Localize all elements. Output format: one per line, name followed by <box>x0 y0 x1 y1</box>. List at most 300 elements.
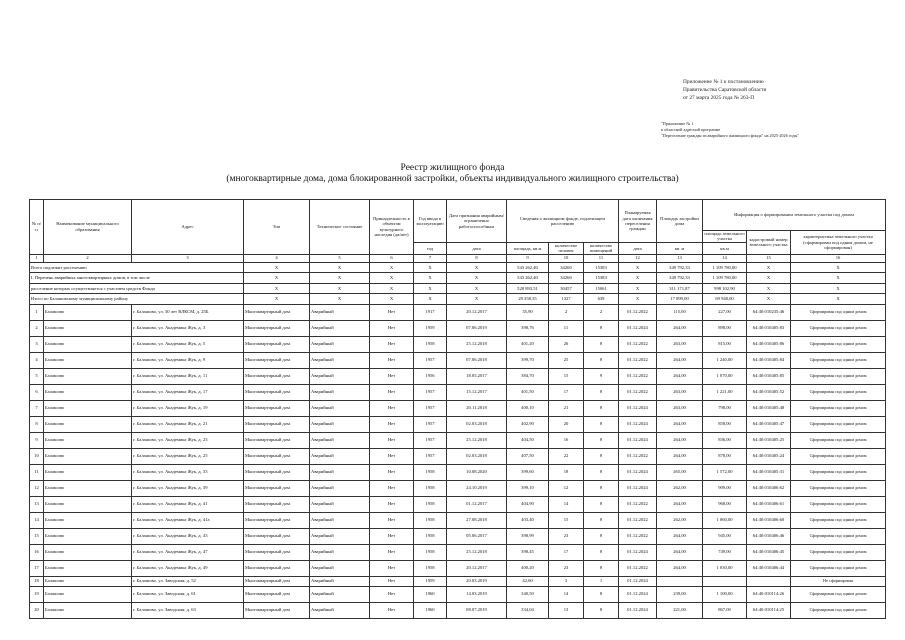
cell-cond: Аварийный <box>310 320 370 336</box>
cell-cad: 64:40:010406:44 <box>747 560 791 576</box>
cell-type: Многоквартирный дом <box>244 544 310 560</box>
summary-cell: 17 899,00 <box>657 294 703 305</box>
cell-char: Не сформирован <box>791 576 886 586</box>
cell-ppl: 14 <box>549 586 584 602</box>
cell-land: 898,00 <box>703 320 747 336</box>
table-body <box>30 262 886 618</box>
col-header-type: Тип <box>244 200 310 255</box>
summary-row <box>30 262 886 273</box>
summary-cell: 30457 <box>549 283 584 294</box>
cell-land: 1 030,00 <box>703 560 747 576</box>
cell-area: 401,20 <box>507 336 549 352</box>
appendix-line: от 27 марта 2025 года № 263-П <box>683 95 755 101</box>
col-header-address: Адрес <box>132 200 244 255</box>
table-row <box>30 576 886 586</box>
summary-cell: 1327 <box>549 294 584 305</box>
summary-cell: X <box>747 262 791 273</box>
cell-cond: Аварийный <box>310 432 370 448</box>
cell-plan: 01.12.2022 <box>619 384 657 400</box>
cell-addr: г. Балашово, ул. Заводская, д. 61 <box>132 586 244 602</box>
cell-mun: Балашово <box>44 586 132 602</box>
col-sub-date2: дата <box>619 242 657 254</box>
summary-cell: X <box>747 294 791 305</box>
col-header-condition: Техническое состояние <box>310 200 370 255</box>
cell-plan: 01.12.2022 <box>619 560 657 576</box>
cell-her: Нет <box>370 496 414 512</box>
cell-prem: 8 <box>584 560 619 576</box>
col-number: 10 <box>549 254 584 262</box>
cell-type: Многоквартирный дом <box>244 602 310 618</box>
col-number: 12 <box>619 254 657 262</box>
cell-sqm: 262,00 <box>657 480 703 496</box>
col-sub-land-area: площадь земельного участка <box>704 231 745 242</box>
cell-prem: 8 <box>584 496 619 512</box>
summary-cell: X <box>791 283 886 294</box>
cell-ppl: 17 <box>549 544 584 560</box>
cell-plan: 01.12.2024 <box>619 544 657 560</box>
cell-cond: Аварийный <box>310 384 370 400</box>
cell-plan: 01.12.2022 <box>619 352 657 368</box>
cell-her: Нет <box>370 368 414 384</box>
cell-sqm: 239,00 <box>657 586 703 602</box>
cell-addr: г. Балашово, ул. Академика Жук, д. 39 <box>132 480 244 496</box>
cell-year: 1958 <box>414 496 447 512</box>
cell-year: 1960 <box>414 602 447 618</box>
col-header-municipality: Наименование муниципального образования <box>44 200 132 255</box>
cell-cad: 64:40:010405:84 <box>747 352 791 368</box>
cell-mun: Балашово <box>44 602 132 618</box>
cell-area: 340,50 <box>507 586 549 602</box>
cell-date: 25.12.2018 <box>447 432 507 448</box>
cell-land: 1 060,00 <box>703 512 747 528</box>
summary-cell: X <box>619 283 657 294</box>
cell-n: 17 <box>30 560 44 576</box>
cell-her: Нет <box>370 384 414 400</box>
cell-mun: Балашово <box>44 320 132 336</box>
cell-cond: Аварийный <box>310 496 370 512</box>
cell-sqm: 263,00 <box>657 400 703 416</box>
table-row <box>30 448 886 464</box>
col-number: 8 <box>447 254 507 262</box>
cell-prem: 8 <box>584 448 619 464</box>
table-row <box>30 432 886 448</box>
cell-mun: Балашово <box>44 304 132 320</box>
summary-cell: 998 102,90 <box>703 283 747 294</box>
cell-cad: 64:40:010405:52 <box>747 384 791 400</box>
cell-year: 1958 <box>414 512 447 528</box>
cell-n: 15 <box>30 528 44 544</box>
cell-prem: 8 <box>584 602 619 618</box>
cell-cad: 64:40:010405:31 <box>747 464 791 480</box>
cell-sqm: 264,00 <box>657 560 703 576</box>
cell-sqm: 264,00 <box>657 496 703 512</box>
appendix-line: Правительства Саратовской области <box>683 87 767 93</box>
cell-cad: 64:40:010406:45 <box>747 544 791 560</box>
cell-sqm <box>657 576 703 586</box>
cell-char: Сформирован под одним домом <box>791 480 886 496</box>
cell-sqm: 115,00 <box>657 304 703 320</box>
cell-date: 07.06.2018 <box>447 352 507 368</box>
cell-plan: 01.12.2024 <box>619 320 657 336</box>
summary-label: расселение которых осуществляется с участием средств Фонда <box>30 283 244 294</box>
cell-prem: 8 <box>584 480 619 496</box>
summary-row <box>30 283 886 294</box>
cell-n: 12 <box>30 480 44 496</box>
cell-her: Нет <box>370 528 414 544</box>
summary-cell: 528 893,51 <box>507 283 549 294</box>
cell-type: Многоквартирный дом <box>244 336 310 352</box>
summary-cell: X <box>747 283 791 294</box>
appendix-sub-line: к областной адресной программе <box>661 127 721 132</box>
cell-land: 1 240,00 <box>703 352 747 368</box>
cell-year: 1959 <box>414 320 447 336</box>
document-title <box>0 163 905 185</box>
cell-addr: г. Балашово, ул. Академика Жук, д. 23 <box>132 432 244 448</box>
cell-char: Сформирован под одним домом <box>791 416 886 432</box>
table-row <box>30 384 886 400</box>
col-number: 7 <box>414 254 447 262</box>
cell-her: Нет <box>370 352 414 368</box>
summary-cell: X <box>414 273 447 284</box>
cell-prem: 8 <box>584 384 619 400</box>
cell-addr: г. Балашово, ул. Академика Жук, д. 49 <box>132 560 244 576</box>
cell-area: 398,76 <box>507 320 549 336</box>
cell-n: 11 <box>30 464 44 480</box>
cell-type: Многоквартирный дом <box>244 320 310 336</box>
cell-area: 42,60 <box>507 576 549 586</box>
cell-type: Многоквартирный дом <box>244 368 310 384</box>
summary-cell: 543 262,40 <box>507 262 549 273</box>
col-header-planned-date: Планируемая дата окончания переселения граждан <box>619 200 657 243</box>
cell-cond: Аварийный <box>310 528 370 544</box>
cell-addr: г. Балашово, ул. Заводская, д. 63 <box>132 602 244 618</box>
summary-cell: X <box>370 273 414 284</box>
col-sub-date: дата <box>447 242 507 254</box>
summary-cell: X <box>370 262 414 273</box>
cell-plan: 01.12.2024 <box>619 464 657 480</box>
cell-sqm: 263,00 <box>657 336 703 352</box>
cell-mun: Балашово <box>44 560 132 576</box>
cell-land: 836,00 <box>703 432 747 448</box>
summary-cell: X <box>791 273 886 284</box>
cell-cond: Аварийный <box>310 448 370 464</box>
cell-char: Сформирован под одним домом <box>791 448 886 464</box>
summary-cell: 34260 <box>549 262 584 273</box>
cell-year: 1958 <box>414 464 447 480</box>
cell-cad: 64:40:010405:25 <box>747 432 791 448</box>
cell-char: Сформирован под одним домом <box>791 384 886 400</box>
cell-cond: Аварийный <box>310 602 370 618</box>
cell-ppl: 15 <box>549 368 584 384</box>
cell-cond: Аварийный <box>310 560 370 576</box>
table-row <box>30 586 886 602</box>
summary-cell: 34260 <box>549 273 584 284</box>
cell-her: Нет <box>370 544 414 560</box>
table-row <box>30 602 886 618</box>
column-number-row <box>30 254 886 262</box>
cell-land: 227,00 <box>703 304 747 320</box>
cell-n: 7 <box>30 400 44 416</box>
cell-date: 20.12.2017 <box>447 304 507 320</box>
cell-cad: 64:40:010406:60 <box>747 512 791 528</box>
cell-char: Сформирован под одним домом <box>791 432 886 448</box>
cell-n: 20 <box>30 602 44 618</box>
table-row <box>30 368 886 384</box>
table-row <box>30 464 886 480</box>
cell-ppl: 20 <box>549 416 584 432</box>
summary-cell: 69 948,00 <box>703 294 747 305</box>
cell-sqm: 263,00 <box>657 384 703 400</box>
appendix-line: Приложение № 1 к постановлению <box>683 79 764 85</box>
cell-mun: Балашово <box>44 512 132 528</box>
cell-her: Нет <box>370 400 414 416</box>
table-row <box>30 400 886 416</box>
cell-plan: 01.12.2022 <box>619 496 657 512</box>
col-header-num: № п/п <box>30 200 44 255</box>
table-row <box>30 416 886 432</box>
cell-mun: Балашово <box>44 400 132 416</box>
cell-char: Сформирован под одним домом <box>791 368 886 384</box>
summary-cell: X <box>244 262 310 273</box>
cell-cad: 64:40:010405:86 <box>747 336 791 352</box>
cell-n: 3 <box>30 336 44 352</box>
summary-cell: 349 792,33 <box>657 273 703 284</box>
cell-year: 1957 <box>414 416 447 432</box>
cell-cad: 64:40:010114:25 <box>747 602 791 618</box>
cell-cond: Аварийный <box>310 512 370 528</box>
summary-cell: X <box>619 262 657 273</box>
cell-sqm: 264,00 <box>657 432 703 448</box>
cell-area: 400,10 <box>507 400 549 416</box>
cell-date: 24.10.2019 <box>447 480 507 496</box>
cell-date: 02.03.2018 <box>447 416 507 432</box>
cell-year: 1956 <box>414 368 447 384</box>
cell-sqm: 264,00 <box>657 528 703 544</box>
cell-land <box>703 576 747 586</box>
col-number: 6 <box>370 254 414 262</box>
cell-plan: 01.12.2024 <box>619 480 657 496</box>
cell-sqm: 262,00 <box>657 512 703 528</box>
cell-cond: Аварийный <box>310 416 370 432</box>
cell-land: 1 100,00 <box>703 586 747 602</box>
cell-sqm: 264,00 <box>657 368 703 384</box>
cell-year: 1957 <box>414 448 447 464</box>
cell-type: Многоквартирный дом <box>244 304 310 320</box>
cell-plan: 01.12.2022 <box>619 304 657 320</box>
cell-land: 858,00 <box>703 416 747 432</box>
cell-type: Многоквартирный дом <box>244 400 310 416</box>
cell-type: Многоквартирный дом <box>244 576 310 586</box>
cell-land: 878,00 <box>703 448 747 464</box>
table-row <box>30 560 886 576</box>
cell-cad: 64:40:010405:83 <box>747 320 791 336</box>
cell-year: 1957 <box>414 352 447 368</box>
cell-type: Многоквартирный дом <box>244 512 310 528</box>
cell-mun: Балашово <box>44 336 132 352</box>
cell-ppl: 14 <box>549 496 584 512</box>
cell-land: 798,00 <box>703 400 747 416</box>
cell-her: Нет <box>370 448 414 464</box>
col-number: 2 <box>44 254 132 262</box>
cell-ppl: 18 <box>549 464 584 480</box>
cell-char: Сформирован под одним домом <box>791 512 886 528</box>
cell-year: 1959 <box>414 576 447 586</box>
cell-char: Сформирован под одним домом <box>791 320 886 336</box>
cell-sqm: 264,00 <box>657 448 703 464</box>
cell-date: 18.05.2017 <box>447 368 507 384</box>
cell-plan: 01.12.2022 <box>619 368 657 384</box>
cell-mun: Балашово <box>44 416 132 432</box>
col-sub-sqm2: кв.м <box>703 242 747 254</box>
cell-cad: 64:40:010114:26 <box>747 586 791 602</box>
cell-year: 1958 <box>414 336 447 352</box>
cell-mun: Балашово <box>44 528 132 544</box>
cell-date: 20.11.2018 <box>447 400 507 416</box>
cell-prem: 8 <box>584 432 619 448</box>
col-sub-premises: количество помещений <box>584 242 619 254</box>
cell-ppl: 2 <box>549 304 584 320</box>
cell-prem: 8 <box>584 352 619 368</box>
cell-char: Сформирован под одним домом <box>791 544 886 560</box>
cell-n: 16 <box>30 544 44 560</box>
cell-area: 399,70 <box>507 352 549 368</box>
col-sub-year: год <box>414 242 447 254</box>
cell-addr: г. Балашово, ул. Академика Жук, д. 21 <box>132 416 244 432</box>
summary-cell: 1 109 780,00 <box>703 262 747 273</box>
cell-date: 20.03.2019 <box>447 576 507 586</box>
housing-registry-table <box>29 199 886 619</box>
appendix-header <box>683 78 766 102</box>
cell-land: 1 572,00 <box>703 464 747 480</box>
cell-land: 909,00 <box>703 480 747 496</box>
cell-area: 402,90 <box>507 416 549 432</box>
cell-cad: 64:40:010406:62 <box>747 480 791 496</box>
cell-addr: г. Балашово, ул. 30 лет ВЛКСМ, д. 25Б <box>132 304 244 320</box>
summary-cell: X <box>447 262 507 273</box>
summary-cell: X <box>310 283 370 294</box>
cell-prem: 8 <box>584 400 619 416</box>
cell-mun: Балашово <box>44 368 132 384</box>
cell-year: 1957 <box>414 432 447 448</box>
cell-her: Нет <box>370 304 414 320</box>
table-row <box>30 496 886 512</box>
cell-cond: Аварийный <box>310 464 370 480</box>
cell-her: Нет <box>370 586 414 602</box>
cell-land: 749,00 <box>703 544 747 560</box>
summary-cell: 349 792,33 <box>657 262 703 273</box>
cell-cad: 64:40:010405:48 <box>747 400 791 416</box>
cell-date: 27.08.2018 <box>447 512 507 528</box>
cell-char: Сформирован под одним домом <box>791 304 886 320</box>
cell-mun: Балашово <box>44 448 132 464</box>
cell-n: 13 <box>30 496 44 512</box>
cell-type: Многоквартирный дом <box>244 560 310 576</box>
cell-cond: Аварийный <box>310 576 370 586</box>
col-sub-people: количество человек <box>549 242 584 254</box>
cell-year: 1957 <box>414 400 447 416</box>
summary-cell: X <box>310 273 370 284</box>
summary-cell: X <box>414 283 447 294</box>
summary-cell: 1 109 780,00 <box>703 273 747 284</box>
cell-sqm: 264,00 <box>657 416 703 432</box>
cell-addr: г. Балашово, ул. Академика Жук, д. 5 <box>132 336 244 352</box>
cell-ppl: 15 <box>549 512 584 528</box>
col-number: 3 <box>132 254 244 262</box>
cell-area: 401,50 <box>507 384 549 400</box>
cell-ppl: 3 <box>549 576 584 586</box>
cell-her: Нет <box>370 512 414 528</box>
cell-char: Сформирован под одним домом <box>791 560 886 576</box>
cell-year: 1958 <box>414 544 447 560</box>
cell-n: 4 <box>30 352 44 368</box>
cell-cad: 64:40:010235:46 <box>747 304 791 320</box>
cell-addr: г. Балашово, ул. Академика Жук, д. 41 <box>132 496 244 512</box>
cell-prem: 2 <box>584 304 619 320</box>
cell-mun: Балашово <box>44 496 132 512</box>
col-sub-cadastral: кадастровый номер земельного участка <box>747 231 791 255</box>
cell-mun: Балашово <box>44 576 132 586</box>
cell-date: 25.12.2018 <box>447 336 507 352</box>
cell-mun: Балашово <box>44 480 132 496</box>
cell-cad: 64:40:010405:24 <box>747 448 791 464</box>
cell-cad <box>747 576 791 586</box>
cell-her: Нет <box>370 560 414 576</box>
col-sub-sqm: кв. м <box>657 242 703 254</box>
summary-cell: X <box>244 283 310 294</box>
cell-cad: 64:40:010405:47 <box>747 416 791 432</box>
col-number: 11 <box>584 254 619 262</box>
cell-sqm: 264,00 <box>657 320 703 336</box>
summary-label: Всего подлежит расселению <box>30 262 244 273</box>
cell-land: 867,00 <box>703 602 747 618</box>
cell-addr: г. Балашово, ул. Заводская, д. 52 <box>132 576 244 586</box>
cell-char: Сформирован под одним домом <box>791 496 886 512</box>
cell-date: 15.12.2017 <box>447 384 507 400</box>
table-row <box>30 320 886 336</box>
cell-n: 19 <box>30 586 44 602</box>
cell-cond: Аварийный <box>310 304 370 320</box>
summary-row <box>30 294 886 305</box>
cell-date: 05.06.2017 <box>447 528 507 544</box>
summary-cell: 15061 <box>584 283 619 294</box>
cell-land: 945,00 <box>703 528 747 544</box>
appendix-sub-line: "Приложение № 1 <box>661 121 694 126</box>
table-row <box>30 352 886 368</box>
col-header-building-area: Площадь застройки дома <box>657 200 703 243</box>
cell-ppl: 23 <box>549 560 584 576</box>
col-sub-area: площадь, кв.м <box>507 242 549 254</box>
cell-addr: г. Балашово, ул. Академика Жук, д. 33 <box>132 464 244 480</box>
col-header-heritage: Принадлежность к объектам культурного наследия (да/нет) <box>370 200 414 255</box>
summary-cell: X <box>619 294 657 305</box>
summary-cell: X <box>310 262 370 273</box>
col-header-date-emergency: Дата признания аварийным/ограниченно работоспособным <box>447 200 507 243</box>
table-row <box>30 480 886 496</box>
cell-ppl: 17 <box>549 384 584 400</box>
cell-char: Сформирован под одним домом <box>791 464 886 480</box>
cell-sqm: 264,00 <box>657 352 703 368</box>
cell-prem: 8 <box>584 544 619 560</box>
cell-n: 1 <box>30 304 44 320</box>
cell-n: 5 <box>30 368 44 384</box>
cell-year: 1958 <box>414 480 447 496</box>
cell-prem: 8 <box>584 336 619 352</box>
cell-area: 404,90 <box>507 496 549 512</box>
cell-date: 08.07.2019 <box>447 602 507 618</box>
summary-cell: 543 262,40 <box>507 273 549 284</box>
cell-addr: г. Балашово, ул. Академика Жук, д. 17 <box>132 384 244 400</box>
summary-cell: X <box>791 262 886 273</box>
